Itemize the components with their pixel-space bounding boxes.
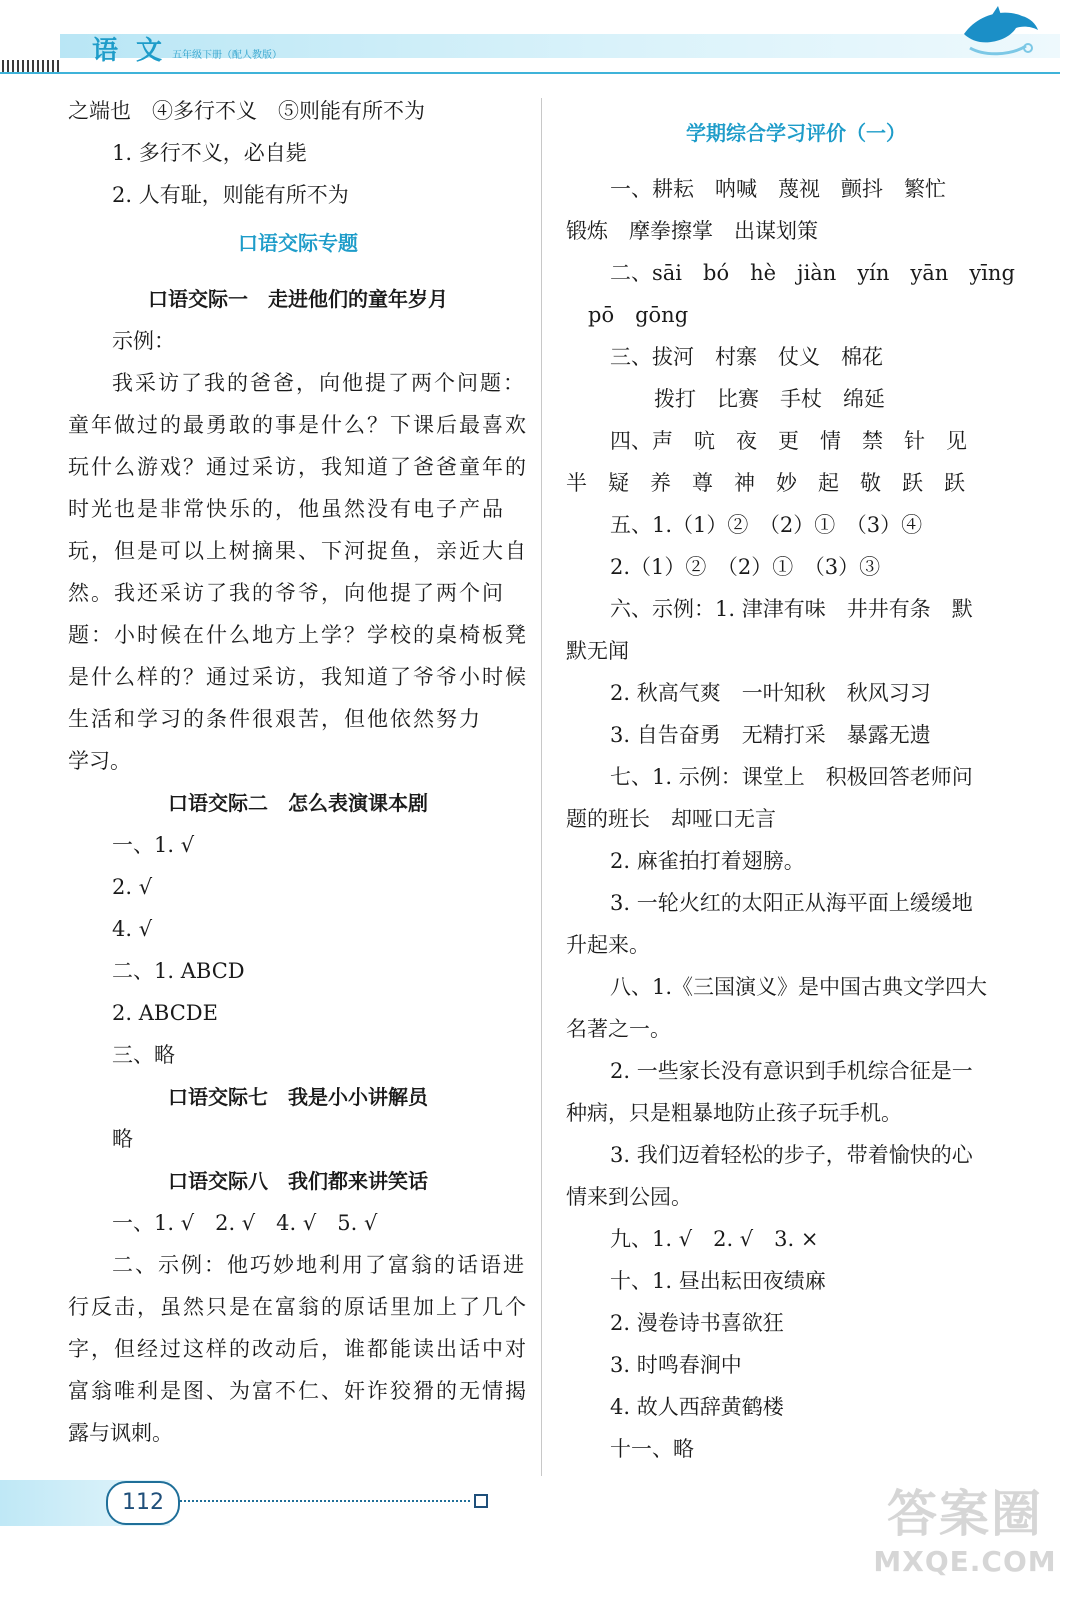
- paragraph-line: 时光也是非常快乐的，他虽然没有电子产品: [68, 497, 505, 521]
- watermark-logo-text: 答案圈: [887, 1485, 1043, 1543]
- paragraph-line: 生活和学习的条件很艰苦，但他依然努力: [68, 707, 482, 731]
- grade-label: 五年级下册（配人教版）: [172, 50, 282, 61]
- paragraph-line: 我采访了我的爸爸，向他提了两个问题：: [112, 371, 526, 395]
- paragraph-line: 童年做过的最勇敢的事是什么？下课后最喜欢: [68, 413, 528, 437]
- answer-line: 2. 一些家长没有意识到手机综合征是一: [610, 1059, 973, 1083]
- answer-line: 略: [112, 1127, 133, 1151]
- answer-line: 2. 人有耻，则能有所不为: [112, 183, 349, 207]
- paragraph-line: 玩什么游戏？通过采访，我知道了爸爸童年的: [68, 455, 528, 479]
- answer-line: 4. √: [112, 917, 153, 941]
- subsection-title: 口语交际七 我是小小讲解员: [168, 1085, 428, 1109]
- paragraph-line: 富翁唯利是图、为富不仁、奸诈狡猾的无情揭: [68, 1379, 528, 1403]
- subsection-title: 口语交际八 我们都来讲笑话: [168, 1169, 428, 1193]
- answer-line: 默无闻: [566, 639, 629, 663]
- answer-line: 4. 故人西辞黄鹤楼: [610, 1395, 784, 1419]
- answer-line: 种病，只是粗暴地防止孩子玩手机。: [566, 1101, 902, 1125]
- answer-line: 拨打 比赛 手杖 绵延: [654, 387, 885, 411]
- answer-line: 三、拔河 村寨 仗义 棉花: [610, 345, 883, 369]
- answer-line: 三、略: [112, 1043, 175, 1067]
- paragraph-line: 玩，但是可以上树摘果、下河捉鱼，亲近大自: [68, 539, 528, 563]
- answer-line: 升起来。: [566, 933, 650, 957]
- column-divider: [541, 98, 542, 1476]
- answer-line: 四、声 吭 夜 更 情 禁 针 见: [610, 429, 967, 453]
- section-title: 口语交际专题: [238, 231, 358, 255]
- answer-line: 六、示例：1. 津津有味 井井有条 默: [610, 597, 973, 621]
- paragraph-line: 题：小时候在什么地方上学？学校的桌椅板凳: [68, 623, 528, 647]
- right-column: [566, 90, 1026, 1470]
- paragraph-line: 学习。: [68, 749, 131, 773]
- left-column: [68, 90, 528, 1454]
- footer-dotted-line: [180, 1500, 470, 1502]
- subsection-title: 口语交际二 怎么表演课本剧: [168, 791, 428, 815]
- answer-line: 情来到公园。: [566, 1185, 692, 1209]
- dolphin-icon: [960, 4, 1040, 60]
- answer-line: 3. 时鸣春涧中: [610, 1353, 742, 1377]
- page-header: [0, 0, 1071, 80]
- answer-line: pō gōng: [588, 303, 689, 327]
- answer-line: 题的班长 却哑口无言: [566, 807, 776, 831]
- answer-line: 五、1.（1）② （2）① （3）④: [610, 513, 923, 537]
- answer-line: 二、sāi bó hè jiàn yín yān yīng: [610, 261, 1015, 285]
- watermark: [870, 1484, 1060, 1594]
- paragraph-line: 字，但经过这样的改动后，谁都能读出话中对: [68, 1337, 528, 1361]
- header-rule: [0, 72, 1060, 74]
- example-label: 示例：: [112, 329, 175, 353]
- header-ticks: [2, 60, 62, 72]
- paragraph-line: 二、示例：他巧妙地利用了富翁的话语进: [112, 1253, 526, 1277]
- answer-line: 一、1. √: [112, 833, 195, 857]
- paragraph-line: 然。我还采访了我的爷爷，向他提了两个问: [68, 581, 505, 605]
- answer-line: 一、耕耘 呐喊 蔑视 颤抖 繁忙: [610, 177, 946, 201]
- answer-line: 八、1.《三国演义》是中国古典文学四大: [610, 975, 988, 999]
- answer-line: 九、1. √ 2. √ 3. ×: [610, 1227, 819, 1251]
- answer-line: 七、1. 示例：课堂上 积极回答老师问: [610, 765, 973, 789]
- answer-line: 3. 自告奋勇 无精打采 暴露无遗: [610, 723, 931, 747]
- footer-square-icon: [474, 1494, 488, 1508]
- answer-line: 一、1. √ 2. √ 4. √ 5. √: [112, 1211, 378, 1235]
- answer-line: 1. 多行不义，必自毙: [112, 141, 307, 165]
- answer-line: 二、1. ABCD: [112, 959, 245, 983]
- watermark-url: MXQE.COM: [873, 1545, 1057, 1578]
- answer-line: 3. 一轮火红的太阳正从海平面上缓缓地: [610, 891, 973, 915]
- answer-line: 3. 我们迈着轻松的步子，带着愉快的心: [610, 1143, 973, 1167]
- section-title: 学期综合学习评价（一）: [686, 121, 906, 145]
- page-number: 112: [106, 1481, 180, 1525]
- answer-line: 2. ABCDE: [112, 1001, 218, 1025]
- answer-line: 十、1. 昼出耘田夜绩麻: [610, 1269, 826, 1293]
- paragraph-line: 行反击，虽然只是在富翁的原话里加上了几个: [68, 1295, 528, 1319]
- paragraph-line: 是什么样的？通过采访，我知道了爷爷小时候: [68, 665, 528, 689]
- answer-line: 十一、略: [610, 1437, 694, 1461]
- answer-line: 之端也 ④多行不义 ⑤则能有所不为: [68, 99, 425, 123]
- answer-line: 2.（1）② （2）① （3）③: [610, 555, 881, 579]
- answer-line: 2. 漫卷诗书喜欲狂: [610, 1311, 784, 1335]
- answer-line: 锻炼 摩拳擦掌 出谋划策: [566, 219, 818, 243]
- answer-line: 2. √: [112, 875, 153, 899]
- paragraph-line: 露与讽刺。: [68, 1421, 173, 1445]
- answer-line: 2. 秋高气爽 一叶知秋 秋风习习: [610, 681, 931, 705]
- subsection-title: 口语交际一 走进他们的童年岁月: [148, 287, 448, 311]
- answer-line: 名著之一。: [566, 1017, 671, 1041]
- subject-title: 语文: [92, 36, 181, 66]
- answer-line: 半 疑 养 尊 神 妙 起 敬 跃 跃: [566, 471, 965, 495]
- answer-line: 2. 麻雀拍打着翅膀。: [610, 849, 805, 873]
